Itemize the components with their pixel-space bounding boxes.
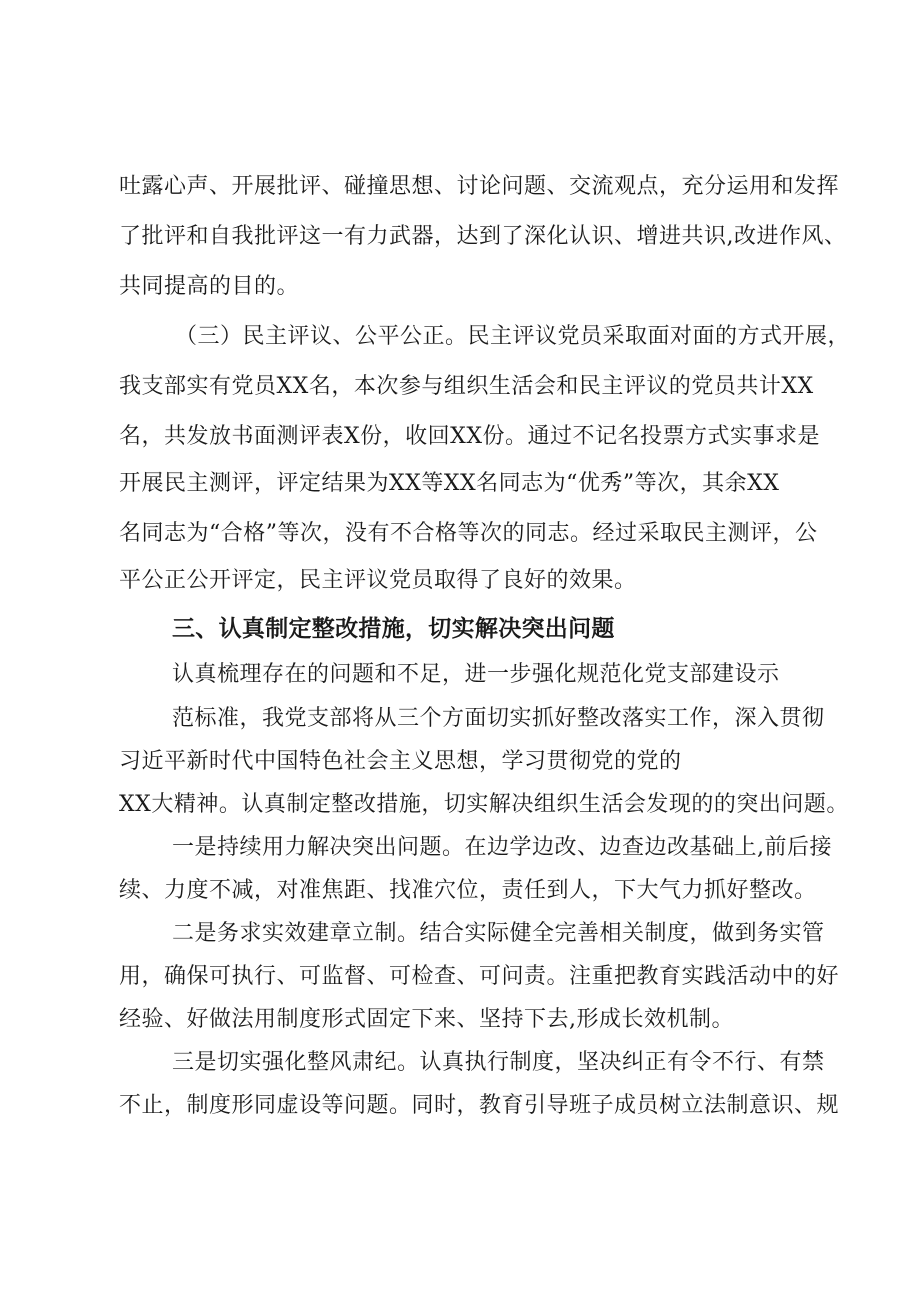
body-text-line: 三是切实强化整风肃纪。认真执行制度，坚决纠正有令不行、有禁 — [172, 1050, 825, 1075]
body-text-line: 名同志为“合格”等次，没有不合格等次的同志。经过采取民主测评，公 — [119, 521, 818, 546]
body-text-line: 名，共发放书面测评表X份，收回XX份。通过不记名投票方式实事求是 — [119, 424, 820, 449]
body-text-line: 一是持续用力解决突出问题。在边学边改、边查边改基础上,前后接 — [172, 835, 832, 860]
body-text-line: 习近平新时代中国特色社会主义思想，学习贯彻党的党的 — [119, 749, 682, 774]
body-text-line: 开展民主测评，评定结果为XX等XX名同志为“优秀”等次，其余XX — [119, 471, 780, 496]
body-text-line: 范标准，我党支部将从三个方面切实抓好整改落实工作，深入贯彻 — [172, 706, 825, 731]
body-text-line: 二是务求实效建章立制。结合实际健全完善相关制度，做到务实管 — [172, 921, 825, 946]
body-text-line: 续、力度不减，对准焦距、找准穴位，责任到人，下大气力抓好整改。 — [119, 878, 817, 903]
body-text-line: 不止，制度形同虚设等问题。同时，教育引导班子成员树立法制意识、规 — [119, 1093, 840, 1118]
body-text-line: 我支部实有党员XX名，本次参与组织生活会和民主评议的党员共计XX — [119, 374, 814, 399]
body-text-line: 了批评和自我批评这一有力武器，达到了深化认识、增进共识,改进作风、 — [119, 224, 847, 249]
body-text-line: 用，确保可执行、可监督、可检查、可问责。注重把教育实践活动中的好 — [119, 964, 840, 989]
body-text-line: 认真梳理存在的问题和不足，进一步强化规范化党支部建设示 — [172, 662, 780, 687]
body-text-line: 共同提高的目的。 — [119, 274, 300, 299]
body-text-line: （三）民主评议、公平公正。民主评议党员采取面对面的方式开展， — [175, 324, 851, 349]
body-text-line: 经验、好做法用制度形式固定下来、坚持下去,形成长效机制。 — [119, 1007, 734, 1032]
section-heading: 三、认真制定整改措施，切实解决突出问题 — [172, 616, 615, 642]
body-text-line: 吐露心声、开展批评、碰撞思想、讨论问题、交流观点，充分运用和发挥 — [119, 174, 840, 199]
body-text-line: XX大精神。认真制定整改措施，切实解决组织生活会发现的的突出问题。 — [119, 792, 849, 817]
body-text-line: 平公正公开评定，民主评议党员取得了良好的效果。 — [119, 568, 637, 593]
